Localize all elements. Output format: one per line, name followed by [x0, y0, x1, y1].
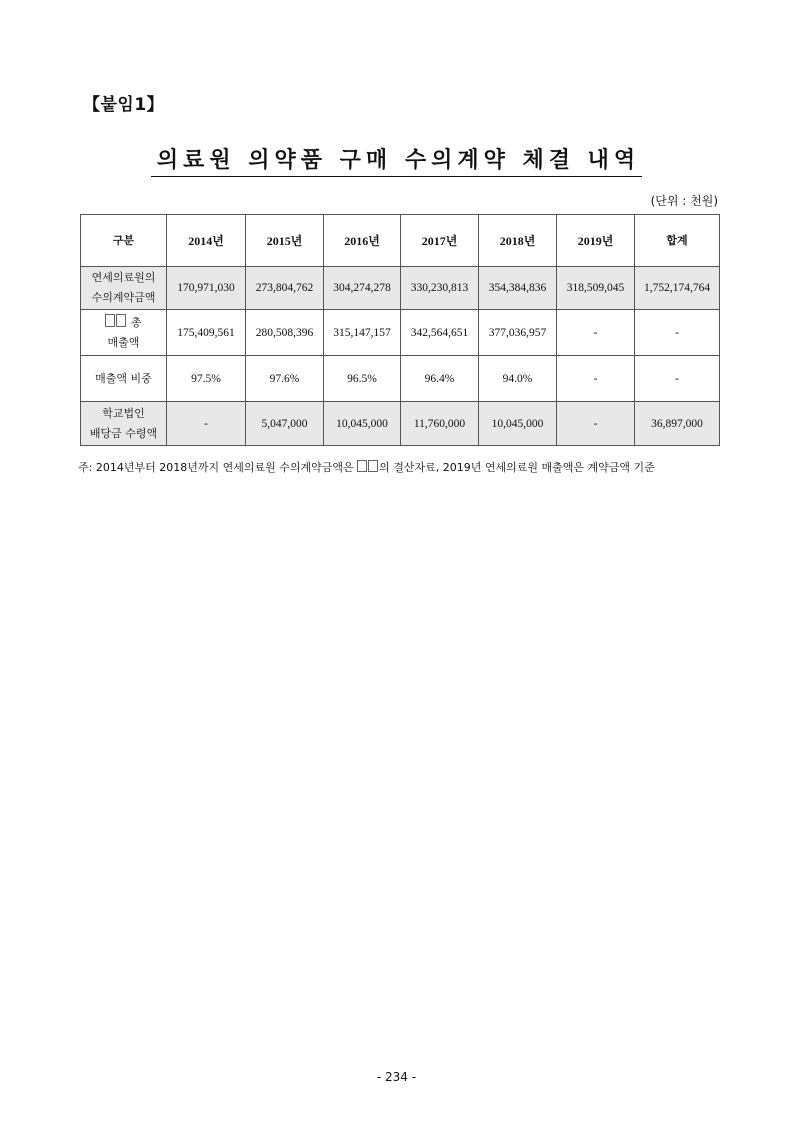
page-number: - 234 - [376, 1070, 417, 1084]
document-title: 의료원 의약품 구매 수의계약 체결 내역 [151, 143, 642, 177]
header-2017: 2017년 [401, 215, 479, 267]
cell: 97.6% [246, 356, 324, 402]
row-label-line2: 수의계약금액 [91, 291, 156, 304]
cell: 175,409,561 [167, 310, 246, 356]
cell: 1,752,174,764 [635, 267, 720, 310]
cell: 315,147,157 [324, 310, 401, 356]
cell: 170,971,030 [167, 267, 246, 310]
footnote-part1: 주: 2014년부터 2018년까지 연세의료원 수의계약금액은 [78, 461, 358, 474]
row-label-line1: 학교법인 [102, 406, 145, 420]
cell: 342,564,651 [401, 310, 479, 356]
header-total: 합계 [635, 215, 720, 267]
cell: - [635, 356, 720, 402]
cell: 377,036,957 [479, 310, 557, 356]
redacted-box [105, 314, 115, 327]
attachment-label: 【붙임1】 [83, 95, 165, 115]
redacted-box [116, 314, 126, 327]
row-label [81, 402, 167, 446]
cell: 273,804,762 [246, 267, 324, 310]
header-2019: 2019년 [557, 215, 635, 267]
table-row [81, 402, 720, 446]
header-category: 구분 [81, 215, 167, 267]
cell: - [557, 310, 635, 356]
cell: - [557, 402, 635, 446]
row-label [81, 356, 167, 402]
table-row [81, 310, 720, 356]
unit-label: (단위 : 천원) [650, 194, 718, 208]
cell: - [635, 310, 720, 356]
cell: 96.5% [324, 356, 401, 402]
cell: 5,047,000 [246, 402, 324, 446]
header-2018: 2018년 [479, 215, 557, 267]
cell: 304,274,278 [324, 267, 401, 310]
redacted-box [368, 460, 378, 472]
row-label [81, 310, 167, 356]
title-wrapper [0, 143, 793, 177]
cell: - [557, 356, 635, 402]
table-row [81, 356, 720, 402]
row-label-line2: 배당금 수령액 [89, 426, 158, 440]
footnote [78, 459, 655, 475]
header-row [81, 215, 720, 267]
header-2015: 2015년 [246, 215, 324, 267]
row-label [81, 267, 167, 310]
cell: 10,045,000 [324, 402, 401, 446]
cell: 10,045,000 [479, 402, 557, 446]
redacted-box [357, 460, 367, 472]
table-row [81, 267, 720, 310]
cell: 96.4% [401, 356, 479, 402]
row-label-line1: 총 [130, 315, 142, 329]
row-label-line2: 매출액 [107, 335, 140, 349]
row-label-line1: 연세의료원의 [91, 271, 156, 284]
cell: 94.0% [479, 356, 557, 402]
cell: 330,230,813 [401, 267, 479, 310]
cell: 11,760,000 [401, 402, 479, 446]
cell: - [167, 402, 246, 446]
contract-table [80, 214, 720, 446]
header-2014: 2014년 [167, 215, 246, 267]
row-label-line1: 매출액 비중 [95, 371, 152, 385]
footnote-part2: 의 결산자료, 2019년 연세의료원 매출액은 계약금액 기준 [379, 461, 655, 474]
header-2016: 2016년 [324, 215, 401, 267]
cell: 36,897,000 [635, 402, 720, 446]
cell: 97.5% [167, 356, 246, 402]
cell: 280,508,396 [246, 310, 324, 356]
cell: 354,384,836 [479, 267, 557, 310]
cell: 318,509,045 [557, 267, 635, 310]
